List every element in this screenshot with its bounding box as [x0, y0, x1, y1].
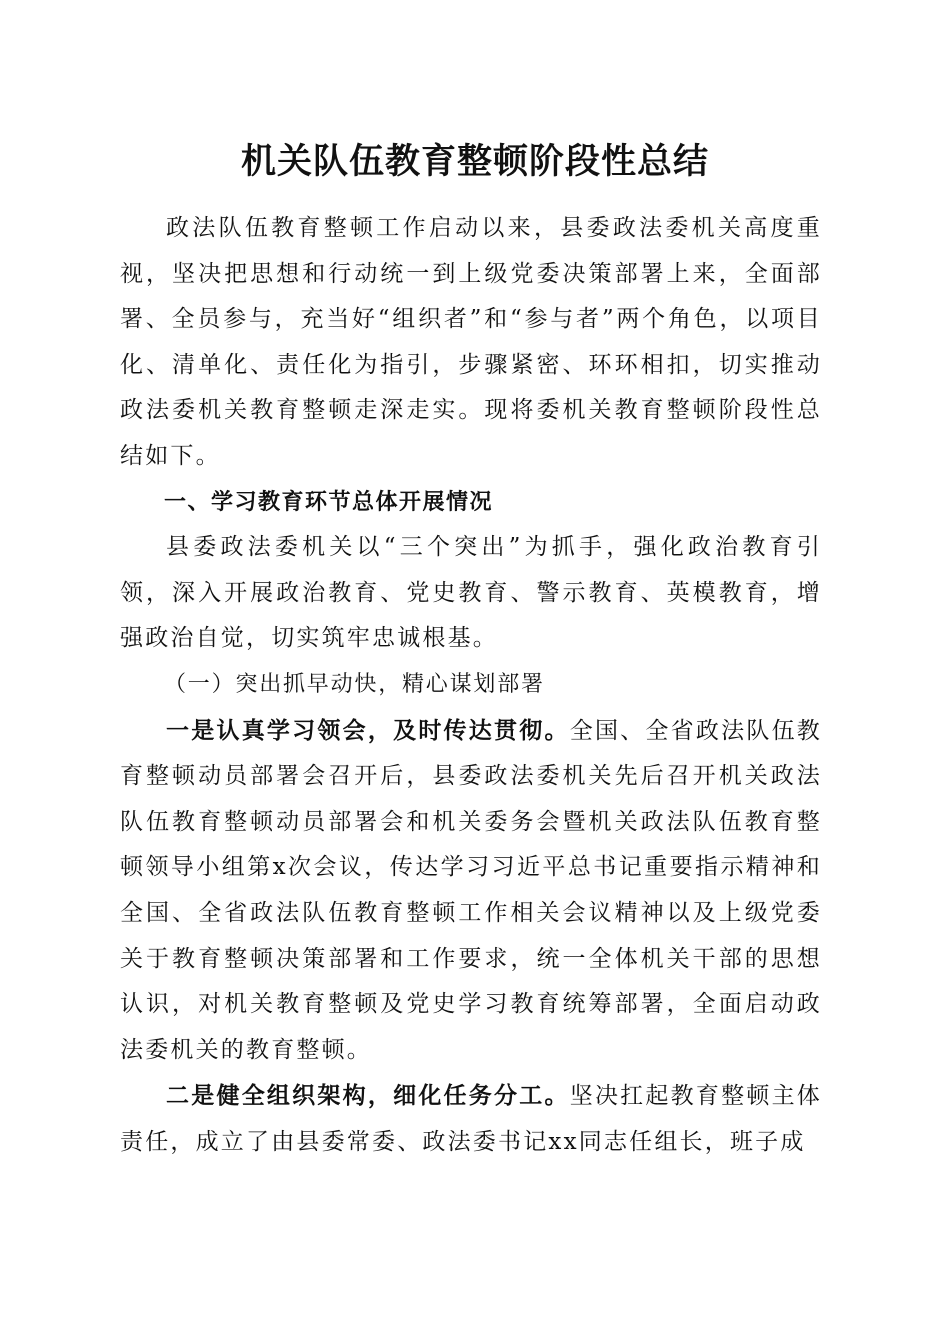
item-1-paragraph — [120, 708, 822, 1074]
item-1-body: 全国、全省政法队伍教育整顿动员部署会召开后，县委政法委机关先后召开机关政法队伍教育整顿动员部署会和机关委务会暨机关政法队伍教育整顿领导小组第x次会议，传达学习习近平总书记重要指示精神和全国、全省政法队伍教育整顿工作相关会议精神以及上级党委关于教育整顿决策部署和工作要求，统一全体机关干部的思想认识，对机关教育整顿及党史学习教育统筹部署，全面启动政法委机关的教育整顿。 — [120, 717, 823, 1063]
item-2-body: 坚决扛起教育整顿主体责任，成立了由县委常委、政法委书记xx同志任组长，班子成 — [120, 1083, 823, 1155]
document-title: 机关队伍教育整顿阶段性总结 — [240, 141, 709, 182]
subsection-1-heading: （一）突出抓早动快，精心谋划部署 — [164, 671, 545, 697]
section-1-heading: 一、学习教育环节总体开展情况 — [164, 489, 494, 515]
section-1-paragraph: 县委政法委机关以“三个突出”为抓手，强化政治教育引领，深入开展政治教育、党史教育、警示教育、英模教育，增强政治自觉，切实筑牢忠诚根基。 — [120, 534, 822, 652]
item-2-paragraph — [120, 1073, 822, 1165]
item-2-lead: 二是健全组织架构，细化任务分工。 — [166, 1082, 570, 1110]
item-1-lead: 一是认真学习领会，及时传达贯彻。 — [166, 716, 570, 744]
document-body — [120, 206, 822, 1165]
intro-paragraph: 政法队伍教育整顿工作启动以来，县委政法委机关高度重视，坚决把思想和行动统一到上级党委决策部署上来，全面部署、全员参与，充当好“组织者”和“参与者”两个角色，以项目化、清单化、责任化为指引，步骤紧密、环环相扣，切实推动政法委机关教育整顿走深走实。现将委机关教育整顿阶段性总结如下。 — [120, 215, 822, 469]
